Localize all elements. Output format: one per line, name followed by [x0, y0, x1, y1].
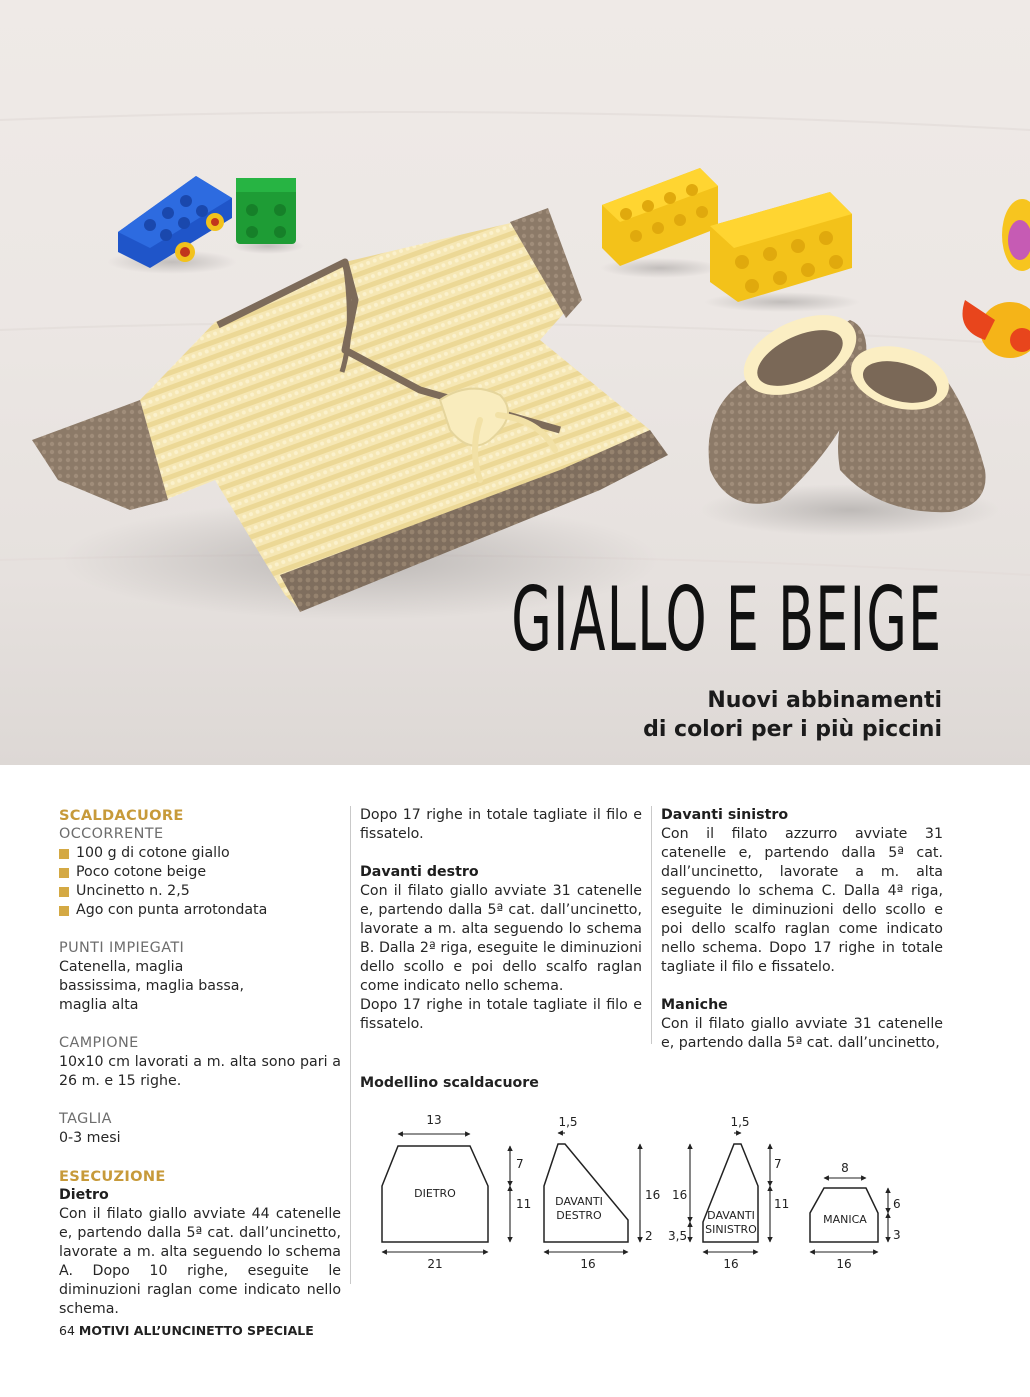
davanti-sinistro-top-dim: 1,5 — [730, 1115, 750, 1129]
toy-duck — [963, 199, 1030, 358]
bullet-square-icon — [59, 906, 69, 916]
magazine-name: MOTIVI ALL’UNCINETTO SPECIALE — [78, 1323, 314, 1338]
bullet-square-icon — [59, 868, 69, 878]
bullet-square-icon — [59, 887, 69, 897]
crochet-booties — [700, 299, 1000, 536]
manica-lower-dim: 3 — [893, 1228, 901, 1242]
intro-text: Dopo 17 righe in totale tagliate il filo e fissatelo. — [360, 807, 642, 842]
dietro-text: Con il filato giallo avviate 44 catenelle e, partendo dalla 5ª cat. dall’uncinetto, lavorate a m. alta seguendo lo schema A. Dopo 10 righe, eseguite le diminuzioni raglan come indicato nello schema. — [59, 1206, 341, 1317]
heading-taglia: TAGLIA — [59, 1111, 112, 1127]
pattern-diagram — [360, 1108, 940, 1283]
page-subtitle — [643, 686, 942, 744]
davanti-sinistro-upper-dim: 7 — [774, 1157, 782, 1171]
punti-text: Catenella, maglia bassissima, maglia bassa, maglia alta — [59, 959, 244, 1013]
heading-esecuzione: ESECUZIONE — [59, 1168, 166, 1185]
yellow-toy-bricks — [600, 168, 860, 312]
heading-dietro: Dietro — [59, 1187, 109, 1203]
davanti-destro-shape — [544, 1144, 628, 1242]
dietro-bottom-dim: 21 — [427, 1257, 443, 1271]
manica-bottom-dim: 16 — [836, 1257, 852, 1271]
column-instructions-2 — [360, 806, 642, 1034]
davanti-destro-label-1: DAVANTI — [555, 1195, 603, 1208]
heading-davanti-sinistro: Davanti sinistro — [661, 807, 789, 823]
diagram-title: Modellino scaldacuore — [360, 1075, 539, 1091]
column-materials — [59, 806, 341, 1319]
davanti-sinistro-label-2: SINISTRO — [705, 1223, 757, 1236]
heading-campione: CAMPIONE — [59, 1035, 139, 1051]
heading-davanti-destro: Davanti destro — [360, 864, 479, 880]
subtitle-line-2: di colori per i più piccini — [643, 717, 942, 742]
heading-punti: PUNTI IMPIEGATI — [59, 940, 185, 956]
closing-text: Dopo 17 righe in totale tagliate il filo e fissatelo. — [360, 997, 642, 1032]
davanti-sinistro-text: Con il filato azzurro avviate 31 catenelle e, partendo dalla 5ª cat. dall’uncinetto, lavorate a m. alta seguendo lo schema C. Dalla 4ª riga, eseguite le diminuzioni dello scollo e poi dello scalfo raglan come indicato nello schema. Dopo 17 righe in totale tagliate il filo e fissatelo. — [661, 826, 943, 975]
dietro-top-dim: 13 — [426, 1113, 442, 1127]
davanti-sinistro-side-dim: 3,5 — [668, 1229, 688, 1243]
material-item: Ago con punta arrotondata — [59, 901, 341, 920]
column-divider — [651, 806, 652, 1044]
davanti-destro-label-2: DESTRO — [556, 1209, 602, 1222]
davanti-sinistro-height-dim: 16 — [672, 1188, 688, 1202]
material-item: 100 g di cotone giallo — [59, 844, 341, 863]
davanti-sinistro-lower-dim: 11 — [774, 1197, 790, 1211]
davanti-sinistro-label-1: DAVANTI — [707, 1209, 755, 1222]
dietro-lower-dim: 11 — [516, 1197, 532, 1211]
column-instructions-3 — [661, 806, 943, 1053]
manica-top-dim: 8 — [841, 1161, 849, 1175]
heading-occorrente: OCCORRENTE — [59, 826, 164, 842]
manica-upper-dim: 6 — [893, 1197, 901, 1211]
page-title: GIALLO E BEIGE — [510, 568, 942, 671]
dietro-upper-dim: 7 — [516, 1157, 524, 1171]
heading-scaldacuore: SCALDACUORE — [59, 807, 184, 824]
davanti-destro-top-dim: 1,5 — [558, 1115, 578, 1129]
material-item: Poco cotone beige — [59, 863, 341, 882]
taglia-text: 0-3 mesi — [59, 1130, 121, 1146]
subtitle-line-1: Nuovi abbinamenti — [707, 688, 942, 713]
davanti-sinistro-bottom-dim: 16 — [723, 1257, 739, 1271]
bullet-square-icon — [59, 849, 69, 859]
page-footer — [59, 1323, 314, 1338]
page-number: 64 — [59, 1323, 75, 1338]
blue-toy-car — [107, 176, 237, 274]
heading-maniche: Maniche — [661, 997, 728, 1013]
maniche-text: Con il filato giallo avviate 31 catenelle e, partendo dalla 5ª cat. dall’uncinetto, — [661, 1016, 943, 1051]
davanti-destro-side-dim: 2 — [645, 1229, 653, 1243]
column-divider — [350, 806, 351, 1284]
davanti-destro-height-dim: 16 — [645, 1188, 661, 1202]
davanti-destro-bottom-dim: 16 — [580, 1257, 596, 1271]
green-toy-brick — [232, 178, 304, 254]
davanti-destro-text: Con il filato giallo avviate 31 catenelle e, partendo dalla 5ª cat. dall’uncinetto, lavorate a m. alta seguendo lo schema B. Dalla 2ª riga, eseguite le diminuzioni dello scollo e poi dello scalfo raglan come indicato nello schema. — [360, 883, 642, 994]
campione-text: 10x10 cm lavorati a m. alta sono pari a 26 m. e 15 righe. — [59, 1054, 341, 1089]
dietro-label: DIETRO — [414, 1187, 456, 1200]
material-item: Uncinetto n. 2,5 — [59, 882, 341, 901]
manica-label: MANICA — [823, 1213, 867, 1226]
